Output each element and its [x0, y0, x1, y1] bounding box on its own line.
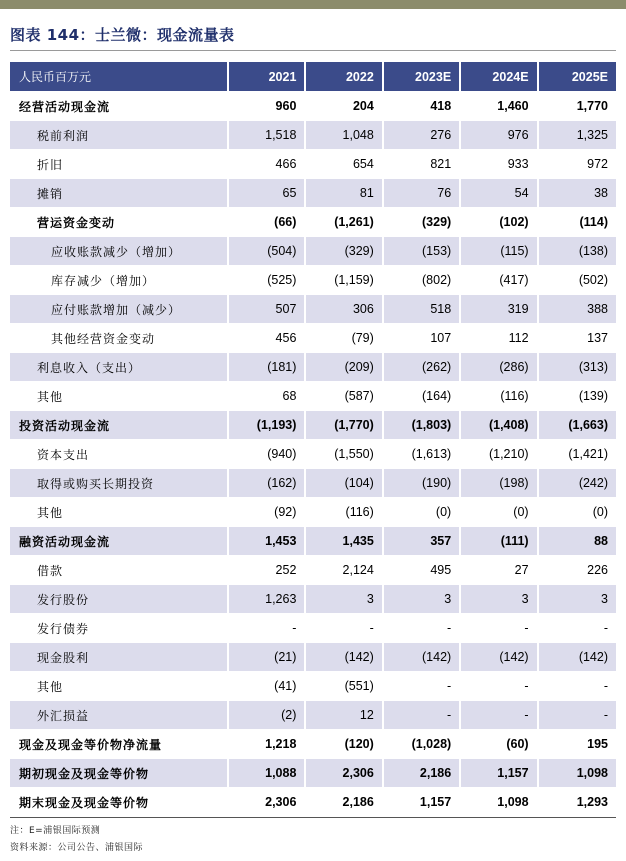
table-row [10, 700, 616, 729]
row-value: (209) [306, 352, 383, 381]
table-row [10, 555, 616, 584]
row-value: 2,306 [306, 758, 383, 787]
row-value: (66) [229, 207, 306, 236]
row-value: (2) [229, 700, 306, 729]
row-value: 518 [384, 294, 461, 323]
title-divider [10, 50, 616, 51]
row-value: - [384, 700, 461, 729]
row-value: (1,770) [306, 410, 383, 439]
row-value: (1,159) [306, 265, 383, 294]
row-value: 195 [539, 729, 616, 758]
row-label: 发行债券 [10, 613, 229, 642]
row-value: 3 [306, 584, 383, 613]
row-value: 276 [384, 120, 461, 149]
row-value: (525) [229, 265, 306, 294]
table-row [10, 526, 616, 555]
row-value: (313) [539, 352, 616, 381]
row-value: (114) [539, 207, 616, 236]
row-value: 137 [539, 323, 616, 352]
row-value: (139) [539, 381, 616, 410]
row-value: (587) [306, 381, 383, 410]
row-value: (153) [384, 236, 461, 265]
row-value: 204 [306, 91, 383, 120]
row-value: (329) [384, 207, 461, 236]
row-value: (1,193) [229, 410, 306, 439]
row-value: (79) [306, 323, 383, 352]
row-value: 306 [306, 294, 383, 323]
row-value: 38 [539, 178, 616, 207]
table-row [10, 468, 616, 497]
table-row [10, 207, 616, 236]
table-row [10, 381, 616, 410]
row-value: (162) [229, 468, 306, 497]
row-value: - [461, 671, 538, 700]
row-value: (0) [461, 497, 538, 526]
row-value: 1,157 [461, 758, 538, 787]
row-value: 1,518 [229, 120, 306, 149]
table-row [10, 149, 616, 178]
row-value: 2,186 [384, 758, 461, 787]
row-value: 972 [539, 149, 616, 178]
row-value: 821 [384, 149, 461, 178]
row-value: (417) [461, 265, 538, 294]
row-value: 226 [539, 555, 616, 584]
header-year: 2021 [229, 62, 306, 91]
row-value: 1,098 [461, 787, 538, 816]
row-value: (1,550) [306, 439, 383, 468]
row-value: (0) [539, 497, 616, 526]
row-value: (142) [539, 642, 616, 671]
table-row [10, 613, 616, 642]
table-header-row [10, 62, 616, 91]
row-value: 12 [306, 700, 383, 729]
table-row [10, 497, 616, 526]
row-label: 库存减少（增加） [10, 265, 229, 294]
row-value: 1,453 [229, 526, 306, 555]
row-label: 营运资金变动 [10, 207, 229, 236]
row-value: - [461, 700, 538, 729]
table-row [10, 787, 616, 816]
row-value: 81 [306, 178, 383, 207]
header-year: 2022 [306, 62, 383, 91]
cash-flow-table [10, 62, 616, 816]
row-value: 1,098 [539, 758, 616, 787]
row-label: 折旧 [10, 149, 229, 178]
row-value: 1,218 [229, 729, 306, 758]
table-row [10, 439, 616, 468]
top-accent-bar [0, 0, 626, 9]
row-value: 1,460 [461, 91, 538, 120]
row-value: 388 [539, 294, 616, 323]
row-value: 1,048 [306, 120, 383, 149]
row-value: 252 [229, 555, 306, 584]
row-value: 495 [384, 555, 461, 584]
row-value: - [229, 613, 306, 642]
table-row [10, 584, 616, 613]
row-value: (142) [384, 642, 461, 671]
row-label: 应付账款增加（减少） [10, 294, 229, 323]
row-value: (115) [461, 236, 538, 265]
row-value: 76 [384, 178, 461, 207]
row-value: (551) [306, 671, 383, 700]
table-row [10, 178, 616, 207]
row-value: 2,306 [229, 787, 306, 816]
row-value: (502) [539, 265, 616, 294]
row-label: 经营活动现金流 [10, 91, 229, 120]
row-value: 1,325 [539, 120, 616, 149]
row-value: 1,157 [384, 787, 461, 816]
row-value: (138) [539, 236, 616, 265]
table-row [10, 352, 616, 381]
row-value: 654 [306, 149, 383, 178]
row-value: (1,408) [461, 410, 538, 439]
row-label: 融资活动现金流 [10, 526, 229, 555]
row-value: 54 [461, 178, 538, 207]
table-row [10, 758, 616, 787]
row-value: (1,028) [384, 729, 461, 758]
row-value: (21) [229, 642, 306, 671]
row-label: 取得或购买长期投资 [10, 468, 229, 497]
header-year: 2025E [539, 62, 616, 91]
row-value: - [539, 671, 616, 700]
page-title: 图表 144：士兰微：现金流量表 [10, 26, 235, 44]
row-label: 其他经营资金变动 [10, 323, 229, 352]
table-bottom-rule [10, 817, 616, 818]
table-row [10, 729, 616, 758]
row-value: (142) [461, 642, 538, 671]
row-value: (242) [539, 468, 616, 497]
row-value: 1,293 [539, 787, 616, 816]
row-value: (802) [384, 265, 461, 294]
row-value: - [539, 700, 616, 729]
row-label: 期末现金及现金等价物 [10, 787, 229, 816]
row-label: 其他 [10, 497, 229, 526]
row-value: 107 [384, 323, 461, 352]
row-value: (1,261) [306, 207, 383, 236]
row-value: 1,088 [229, 758, 306, 787]
row-value: (116) [306, 497, 383, 526]
row-value: 357 [384, 526, 461, 555]
row-value: - [384, 671, 461, 700]
row-value: 933 [461, 149, 538, 178]
row-label: 利息收入（支出） [10, 352, 229, 381]
row-value: (1,210) [461, 439, 538, 468]
table-row [10, 410, 616, 439]
row-value: (60) [461, 729, 538, 758]
row-value: 2,124 [306, 555, 383, 584]
row-value: 2,186 [306, 787, 383, 816]
row-value: (142) [306, 642, 383, 671]
header-year: 2023E [384, 62, 461, 91]
row-label: 外汇损益 [10, 700, 229, 729]
source-note: 资料来源：公司公告、浦银国际 [10, 843, 144, 853]
row-value: (1,663) [539, 410, 616, 439]
table-body [10, 91, 616, 816]
header-year: 2024E [461, 62, 538, 91]
row-label: 借款 [10, 555, 229, 584]
row-value: - [384, 613, 461, 642]
row-value: (41) [229, 671, 306, 700]
row-value: 456 [229, 323, 306, 352]
row-value: 3 [384, 584, 461, 613]
row-value: (104) [306, 468, 383, 497]
row-label: 期初现金及现金等价物 [10, 758, 229, 787]
row-label: 投资活动现金流 [10, 410, 229, 439]
row-value: (102) [461, 207, 538, 236]
row-label: 其他 [10, 671, 229, 700]
row-value: (1,613) [384, 439, 461, 468]
table-row [10, 323, 616, 352]
row-value: (262) [384, 352, 461, 381]
table-row [10, 294, 616, 323]
table-row [10, 91, 616, 120]
row-value: 976 [461, 120, 538, 149]
row-value: - [461, 613, 538, 642]
row-label: 摊销 [10, 178, 229, 207]
row-value: 88 [539, 526, 616, 555]
row-label: 现金及现金等价物净流量 [10, 729, 229, 758]
table-row [10, 671, 616, 700]
row-value: (329) [306, 236, 383, 265]
footnote: 注：E=浦银国际预测 [10, 826, 101, 836]
row-label: 发行股份 [10, 584, 229, 613]
row-value: (198) [461, 468, 538, 497]
table-row [10, 265, 616, 294]
row-value: (504) [229, 236, 306, 265]
row-value: 1,435 [306, 526, 383, 555]
row-value: 466 [229, 149, 306, 178]
row-label: 应收账款减少（增加） [10, 236, 229, 265]
row-value: (92) [229, 497, 306, 526]
row-value: - [306, 613, 383, 642]
row-value: 68 [229, 381, 306, 410]
row-value: 3 [539, 584, 616, 613]
row-value: 960 [229, 91, 306, 120]
row-value: (120) [306, 729, 383, 758]
row-label: 资本支出 [10, 439, 229, 468]
row-value: 112 [461, 323, 538, 352]
row-value: 319 [461, 294, 538, 323]
row-value: (111) [461, 526, 538, 555]
row-label: 税前利润 [10, 120, 229, 149]
table-row [10, 120, 616, 149]
table-row [10, 642, 616, 671]
row-value: (286) [461, 352, 538, 381]
row-value: - [539, 613, 616, 642]
row-value: (164) [384, 381, 461, 410]
row-value: 65 [229, 178, 306, 207]
row-value: (940) [229, 439, 306, 468]
row-label: 其他 [10, 381, 229, 410]
row-value: (0) [384, 497, 461, 526]
row-value: 3 [461, 584, 538, 613]
row-value: (116) [461, 381, 538, 410]
row-value: (1,803) [384, 410, 461, 439]
row-value: 1,263 [229, 584, 306, 613]
row-label: 现金股利 [10, 642, 229, 671]
header-unit: 人民币百万元 [10, 62, 229, 91]
row-value: (181) [229, 352, 306, 381]
row-value: 27 [461, 555, 538, 584]
row-value: (190) [384, 468, 461, 497]
row-value: 418 [384, 91, 461, 120]
row-value: 1,770 [539, 91, 616, 120]
row-value: 507 [229, 294, 306, 323]
row-value: (1,421) [539, 439, 616, 468]
table-row [10, 236, 616, 265]
